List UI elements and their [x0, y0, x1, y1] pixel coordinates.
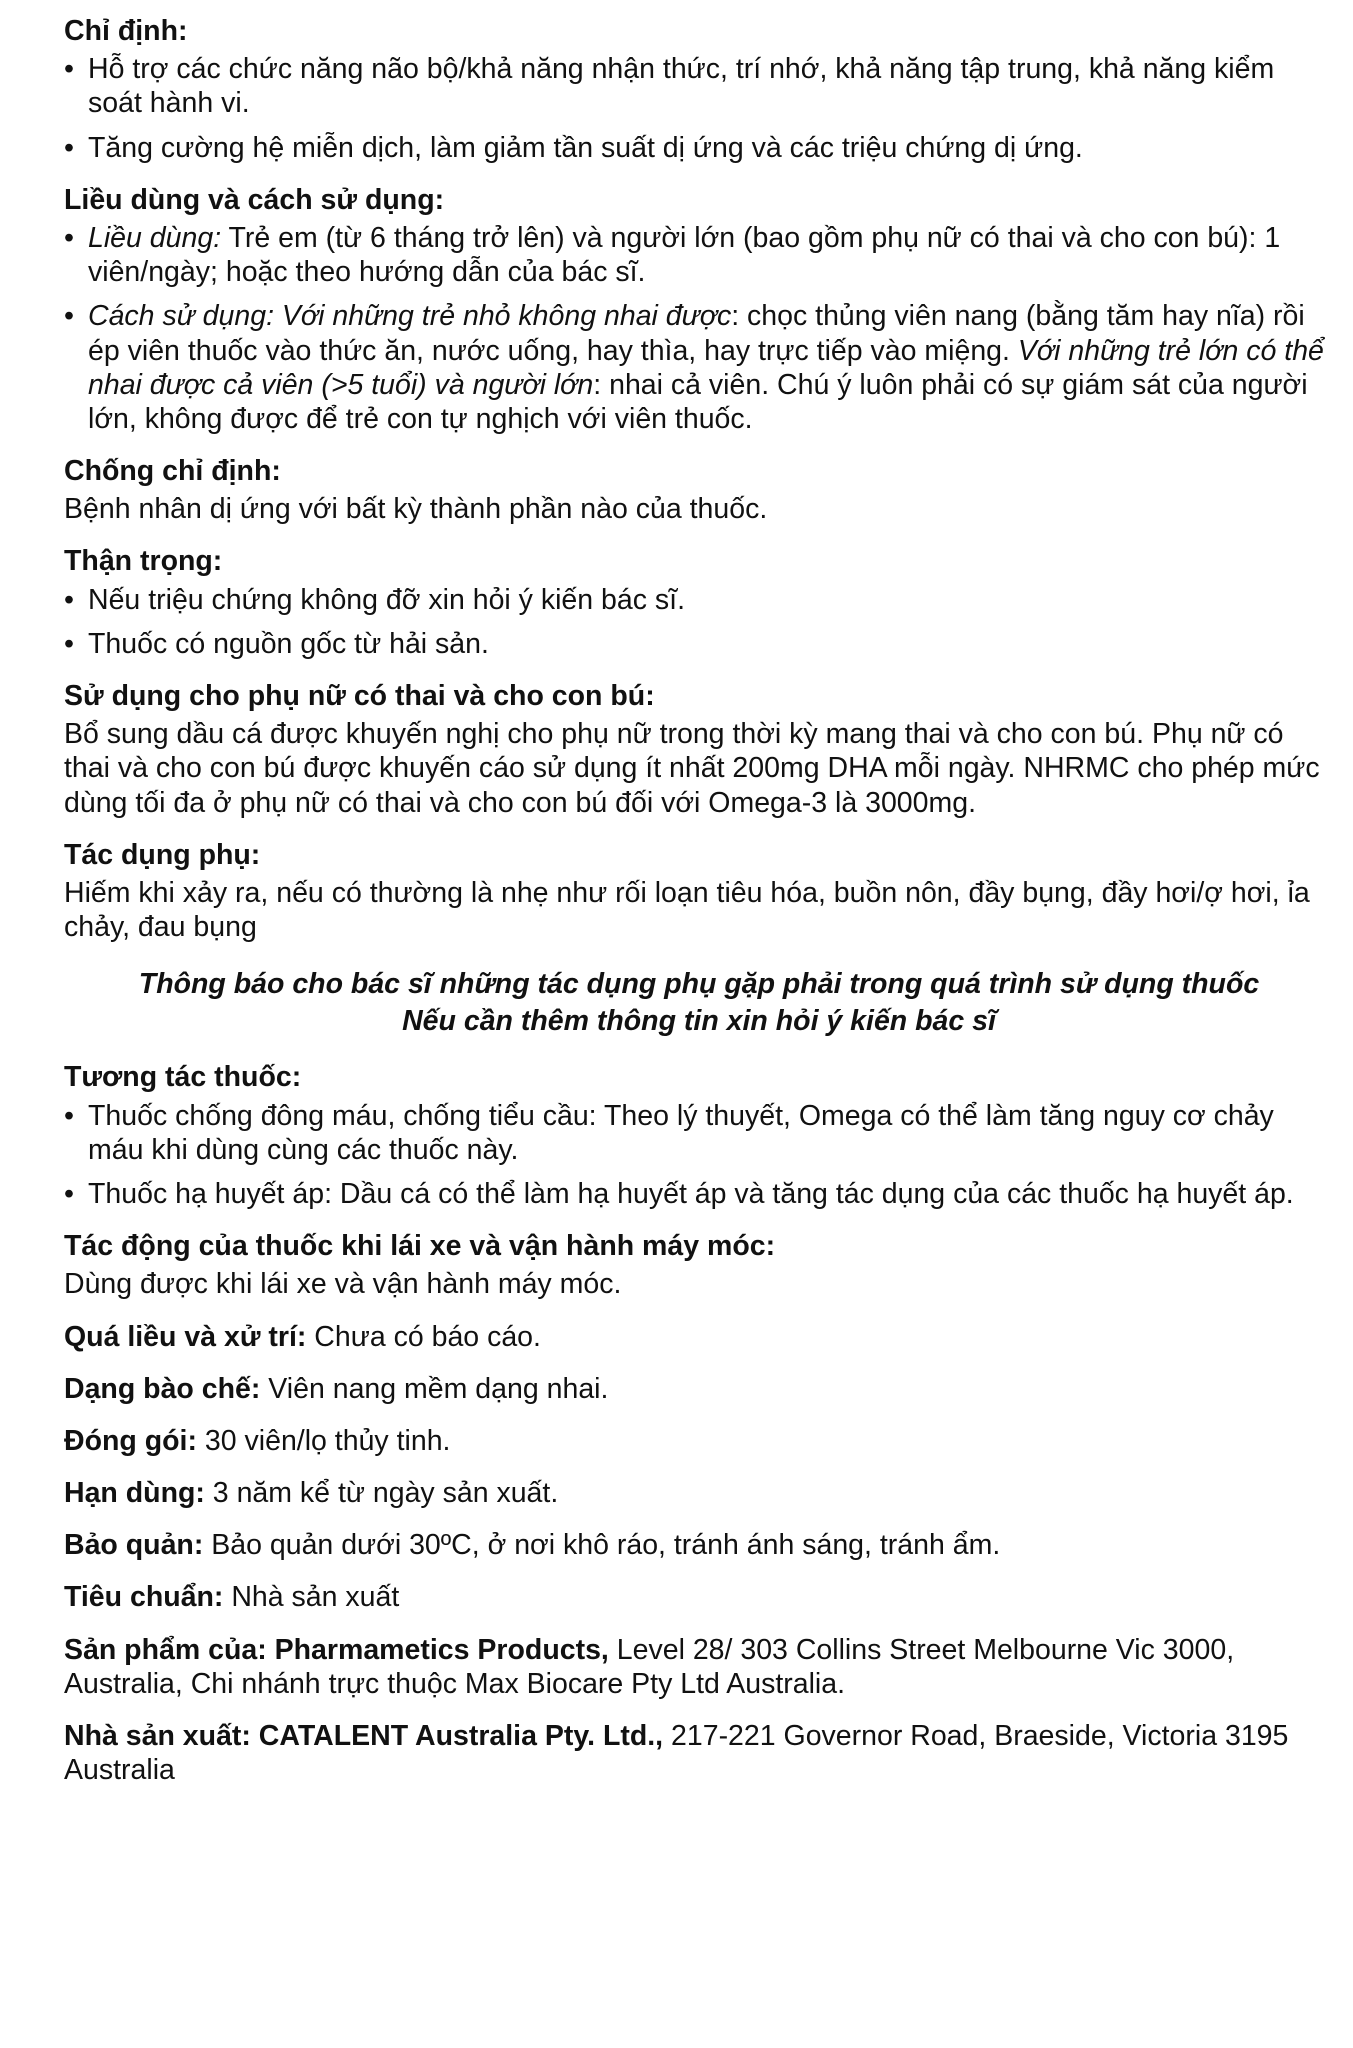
- field-value: 3 năm kể từ ngày sản xuất.: [204, 1477, 559, 1510]
- field-value: Level 28/ 303 Collins Street Melbourne Vic 3000, Australia, Chi nhánh trực thuộc Max Biocare Pty Ltd Australia.: [64, 1633, 1235, 1700]
- section-dosage: [64, 183, 1334, 436]
- overdose-field: [64, 1320, 1334, 1354]
- document-page: [64, 14, 1334, 1805]
- field-label: Nhà sản xuất: CATALENT Australia Pty. Ltd.,: [64, 1720, 664, 1753]
- field-label: Quá liều và xử trí:: [64, 1320, 307, 1353]
- section-text: Hiếm khi xảy ra, nếu có thường là nhẹ như rối loạn tiêu hóa, buồn nôn, đầy bụng, đầy hơi/ợ hơi, ỉa chảy, đau bụng: [64, 876, 1310, 944]
- section-text: Bổ sung dầu cá được khuyến nghị cho phụ nữ trong thời kỳ mang thai và cho con bú. Phụ nữ có thai và cho con bú được khuyến cáo sử dụng ít nhất 200mg DHA mỗi ngày. NHRMC cho phép mức dùng tối đa ở phụ nữ có thai và cho con bú đối với Omega-3 là 3000mg.: [64, 718, 1320, 819]
- field-value: 30 viên/lọ thủy tinh.: [196, 1424, 451, 1457]
- section-heading: Chống chỉ định:: [64, 455, 281, 488]
- dose-text: Trẻ em (từ 6 tháng trở lên) và người lớn (bao gồm phụ nữ có thai và cho con bú): 1 viên/ngày; hoặc theo hướng dẫn của bác sĩ.: [88, 221, 1281, 289]
- section-heading: Tác dụng phụ:: [64, 838, 261, 871]
- list-item: [64, 221, 1334, 289]
- usage-text: : chọc thủng viên nang (bằng tăm hay nĩa) rồi ép viên thuốc vào thức ăn, nước uống, hay thìa, hay trực tiếp vào miệng.: [88, 300, 1305, 367]
- section-contraindications: [64, 454, 1334, 526]
- standard-field: [64, 1580, 1334, 1614]
- field-label: Đóng gói:: [64, 1424, 197, 1457]
- list-item: [64, 299, 1334, 436]
- section-heading: Tương tác thuốc:: [64, 1061, 302, 1094]
- usage-label: Cách sử dụng: Với những trẻ nhỏ không nhai được: [88, 300, 732, 333]
- usage-text-2: : nhai cả viên. Chú ý luôn phải có sự giám sát của người lớn, không được để trẻ con tự nghịch với viên thuốc.: [88, 368, 1308, 435]
- product-of-field: [64, 1633, 1334, 1701]
- field-label: Tiêu chuẩn:: [64, 1581, 224, 1614]
- notice-line: Thông báo cho bác sĩ những tác dụng phụ gặp phải trong quá trình sử dụng thuốc: [138, 968, 1260, 1001]
- storage-field: [64, 1528, 1334, 1562]
- section-indications: [64, 14, 1334, 165]
- section-heading: Liều dùng và cách sử dụng:: [64, 183, 445, 216]
- section-heading: Tác động của thuốc khi lái xe và vận hành máy móc:: [64, 1230, 776, 1263]
- field-label: Sản phẩm của: Pharmametics Products,: [64, 1633, 609, 1666]
- field-value: Chưa có báo cáo.: [306, 1320, 541, 1353]
- section-driving: [64, 1229, 1334, 1301]
- field-value: Bảo quản dưới 30ºC, ở nơi khô ráo, tránh ánh sáng, tránh ẩm.: [203, 1529, 1001, 1562]
- section-text: Dùng được khi lái xe và vận hành máy móc.: [64, 1268, 622, 1301]
- list-item: • Thuốc hạ huyết áp: Dầu cá có thể làm hạ huyết áp và tăng tác dụng của các thuốc hạ huyết áp.: [64, 1177, 1334, 1211]
- packaging-field: [64, 1424, 1334, 1458]
- dosage-form-field: [64, 1372, 1334, 1406]
- dose-label: Liều dùng:: [88, 221, 222, 254]
- field-label: Dạng bào chế:: [64, 1372, 261, 1405]
- usage-label-2: Với những trẻ lớn có thể nhai được cả viên (>5 tuổi) và người lớn: [88, 334, 1324, 401]
- list-item: • Tăng cường hệ miễn dịch, làm giảm tần suất dị ứng và các triệu chứng dị ứng.: [64, 131, 1334, 165]
- list-item: • Nếu triệu chứng không đỡ xin hỏi ý kiến bác sĩ.: [64, 583, 1334, 617]
- section-interactions: [64, 1060, 1334, 1211]
- field-value: Nhà sản xuất: [223, 1581, 400, 1614]
- section-precautions: [64, 544, 1334, 661]
- doctor-notice: [64, 966, 1334, 1040]
- section-heading: Chỉ định:: [64, 15, 188, 47]
- field-value: 217-221 Governor Road, Braeside, Victoria 3195 Australia: [64, 1720, 1289, 1787]
- shelf-life-field: [64, 1476, 1334, 1510]
- list-item: • Thuốc có nguồn gốc từ hải sản.: [64, 627, 1334, 661]
- list-item: • Hỗ trợ các chức năng não bộ/khả năng nhận thức, trí nhớ, khả năng tập trung, khả năng kiểm soát hành vi.: [64, 52, 1334, 120]
- section-text: Bệnh nhân dị ứng với bất kỳ thành phần nào của thuốc.: [64, 493, 768, 526]
- list-item: • Thuốc chống đông máu, chống tiểu cầu: Theo lý thuyết, Omega có thể làm tăng nguy cơ chảy máu khi dùng cùng các thuốc này.: [64, 1099, 1334, 1167]
- section-pregnancy: [64, 679, 1334, 820]
- section-heading: Sử dụng cho phụ nữ có thai và cho con bú:: [64, 680, 655, 712]
- section-side-effects: [64, 838, 1334, 945]
- field-label: Hạn dùng:: [64, 1477, 205, 1510]
- manufacturer-field: [64, 1719, 1334, 1787]
- field-label: Bảo quản:: [64, 1529, 204, 1562]
- field-value: Viên nang mềm dạng nhai.: [260, 1372, 609, 1405]
- section-heading: Thận trọng:: [64, 545, 223, 578]
- notice-line: Nếu cần thêm thông tin xin hỏi ý kiến bác sĩ: [402, 1005, 996, 1038]
